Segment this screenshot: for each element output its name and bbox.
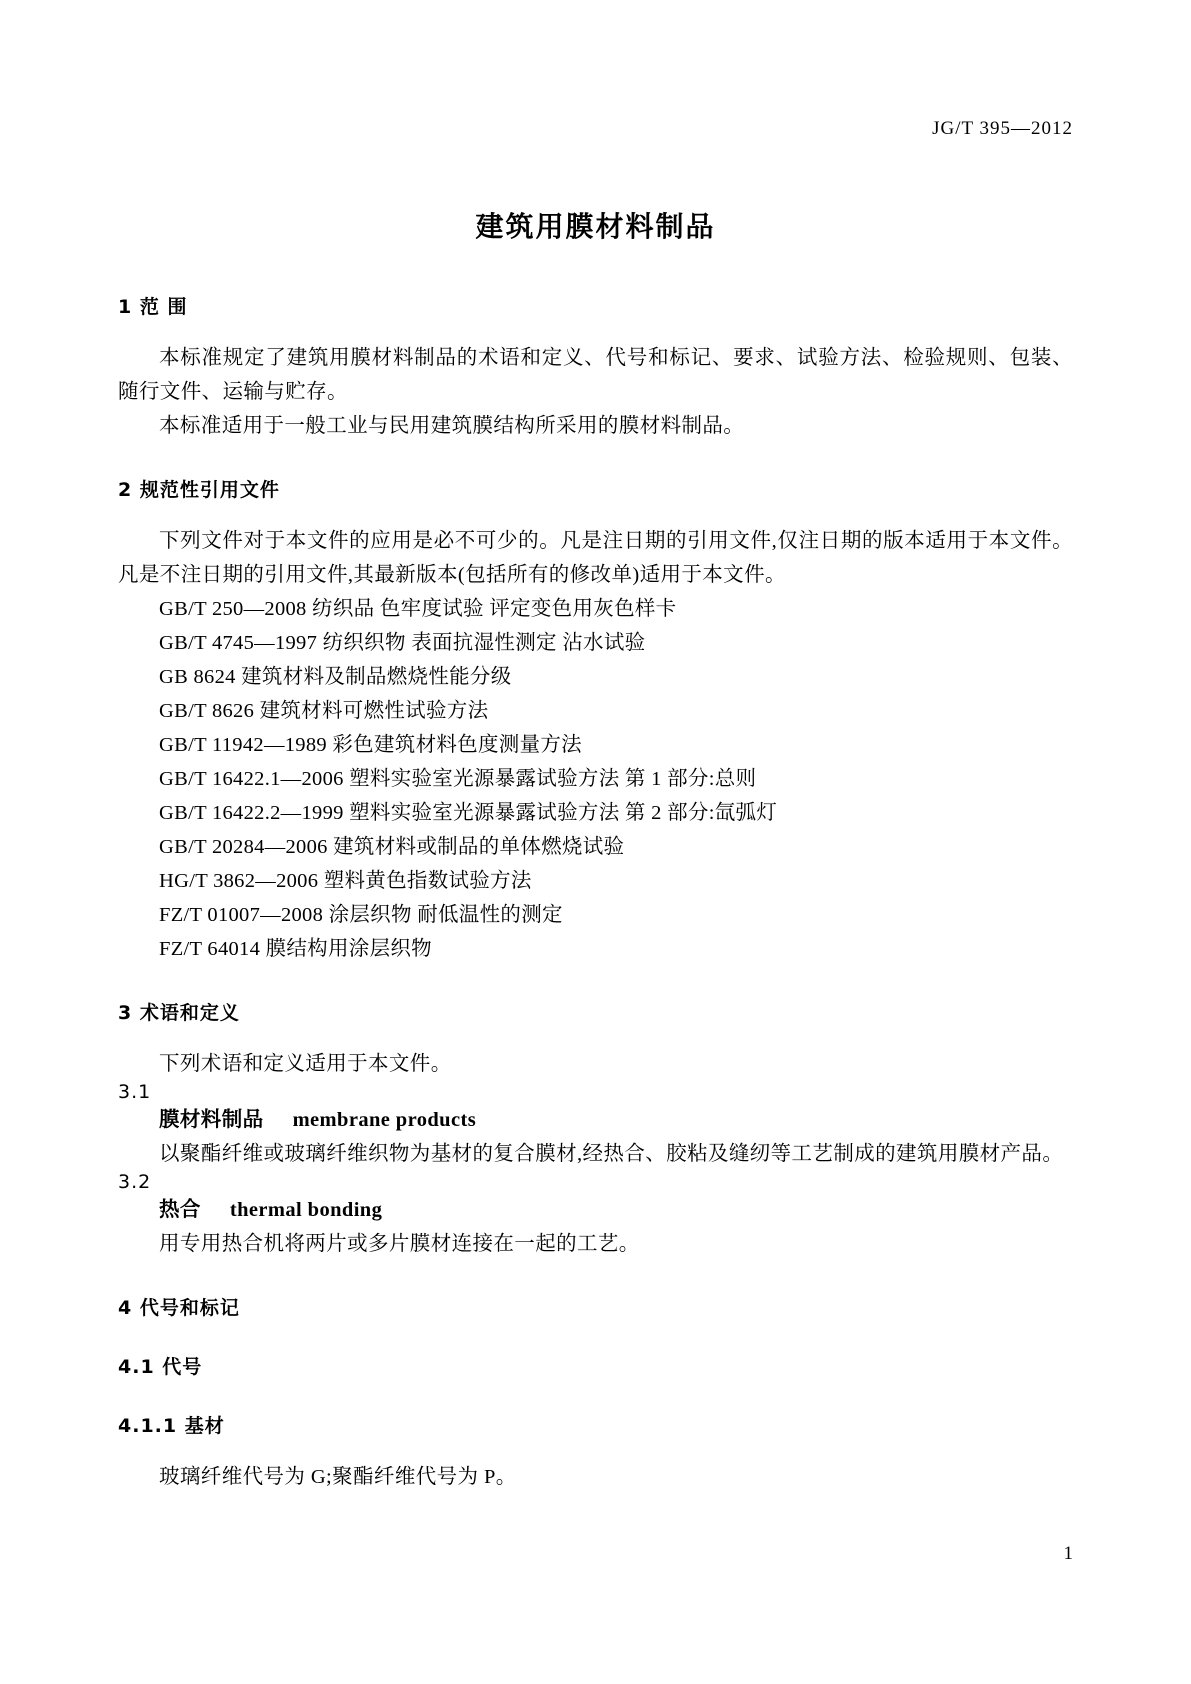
clause-4-heading: 4 代号和标记 — [118, 1297, 240, 1319]
clause-2-heading: 2 规范性引用文件 — [118, 479, 280, 501]
normative-ref-item: FZ/T 01007—2008 涂层织物 耐低温性的测定 — [159, 904, 563, 926]
document-body — [118, 292, 1073, 1494]
term-title-en: membrane products — [292, 1109, 477, 1131]
clause-2-paragraph-1: 下列文件对于本文件的应用是必不可少的。凡是注日期的引用文件,仅注日期的版本适用于本文件。凡是不注日期的引用文件,其最新版本(包括所有的修改单)适用于本文件。 — [118, 530, 1073, 586]
normative-ref-item: GB/T 16422.2—1999 塑料实验室光源暴露试验方法 第 2 部分:氙弧灯 — [159, 802, 778, 824]
normative-ref-item: GB/T 250—2008 纺织品 色牢度试验 评定变色用灰色样卡 — [159, 598, 677, 620]
clause-4-1-1-paragraph: 玻璃纤维代号为 G;聚酯纤维代号为 P。 — [159, 1466, 517, 1488]
normative-ref-item: FZ/T 64014 膜结构用涂层织物 — [159, 938, 432, 960]
clause-4-1-heading: 4.1 代号 — [118, 1356, 203, 1378]
clause-4-1-1-heading: 4.1.1 基材 — [118, 1415, 225, 1437]
normative-ref-item: GB/T 11942—1989 彩色建筑材料色度测量方法 — [159, 734, 582, 756]
page-header-standard-code: JG/T 395—2012 — [932, 118, 1073, 139]
clause-1-heading: 1 范 围 — [118, 296, 188, 318]
term-title-cn: 膜材料制品 — [159, 1109, 264, 1131]
clause-3-heading: 3 术语和定义 — [118, 1002, 240, 1024]
normative-ref-item: GB/T 16422.1—2006 塑料实验室光源暴露试验方法 第 1 部分:总则 — [159, 768, 757, 790]
term-title-3-2 — [118, 1193, 1073, 1227]
normative-ref-item: GB/T 20284—2006 建筑材料或制品的单体燃烧试验 — [159, 836, 625, 858]
clause-3-paragraph-1: 下列术语和定义适用于本文件。 — [159, 1053, 452, 1075]
clause-1-paragraph-2: 本标准适用于一般工业与民用建筑膜结构所采用的膜材料制品。 — [159, 415, 745, 437]
normative-ref-item: GB/T 4745—1997 纺织织物 表面抗湿性测定 沾水试验 — [159, 632, 646, 654]
term-number-3-1: 3.1 — [118, 1081, 152, 1103]
term-number-3-2: 3.2 — [118, 1171, 152, 1193]
term-title-cn: 热合 — [159, 1199, 201, 1221]
normative-ref-item: GB/T 8626 建筑材料可燃性试验方法 — [159, 700, 489, 722]
normative-ref-item: GB 8624 建筑材料及制品燃烧性能分级 — [159, 666, 512, 688]
normative-ref-item: HG/T 3862—2006 塑料黄色指数试验方法 — [159, 870, 532, 892]
page-number: 1 — [1063, 1543, 1073, 1564]
term-definition-3-2: 用专用热合机将两片或多片膜材连接在一起的工艺。 — [159, 1233, 640, 1255]
document-title: 建筑用膜材料制品 — [475, 210, 716, 243]
term-title-3-1 — [118, 1103, 1073, 1137]
term-title-en: thermal bonding — [229, 1199, 383, 1221]
term-definition-3-1: 以聚酯纤维或玻璃纤维织物为基材的复合膜材,经热合、胶粘及缝纫等工艺制成的建筑用膜材产品。 — [159, 1143, 1064, 1165]
clause-1-paragraph-1: 本标准规定了建筑用膜材料制品的术语和定义、代号和标记、要求、试验方法、检验规则、包装、随行文件、运输与贮存。 — [118, 347, 1073, 403]
